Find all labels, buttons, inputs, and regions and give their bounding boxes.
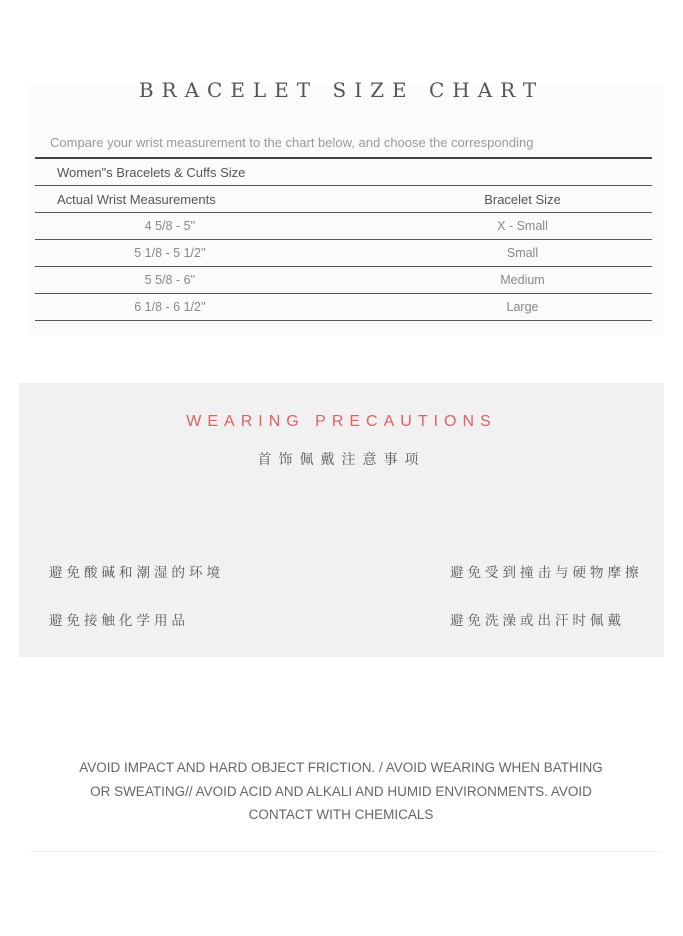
header-wrist: Actual Wrist Measurements — [57, 192, 216, 207]
table-row — [35, 240, 652, 267]
footer-line-2: OR SWEATING// AVOID ACID AND ALKALI AND HUMID ENVIRONMENTS. AVOID — [90, 783, 592, 799]
precaution-item: 避免受到撞击与硬物摩擦 — [450, 565, 643, 581]
precautions-title: WEARING PRECAUTIONS — [186, 413, 497, 430]
table-header-row — [35, 186, 652, 213]
size-table — [35, 157, 652, 321]
divider — [30, 851, 662, 852]
precaution-item: 避免接触化学用品 — [49, 613, 189, 629]
wrist-cell: 4 5/8 - 5'' — [144, 219, 196, 233]
wrist-cell: 5 5/8 - 6'' — [144, 273, 196, 287]
wrist-cell: 5 1/8 - 5 1/2'' — [134, 246, 206, 260]
precaution-item: 避免酸碱和潮湿的环境 — [49, 565, 224, 581]
footer-line-1: AVOID IMPACT AND HARD OBJECT FRICTION. / AVOID WEARING WHEN BATHING — [79, 760, 603, 775]
size-chart-intro: Compare your wrist measurement to the chart below, and choose the corresponding — [50, 135, 534, 150]
table-row — [35, 294, 652, 321]
table-row — [35, 267, 652, 294]
size-cell: Large — [506, 300, 539, 314]
size-chart-title: BRACELET SIZE CHART — [138, 78, 545, 102]
size-cell: Small — [506, 246, 539, 260]
precautions-subtitle: 首饰佩戴注意事项 — [257, 452, 426, 468]
wrist-cell: 6 1/8 - 6 1/2'' — [134, 300, 206, 314]
footer-line-3: CONTACT WITH CHEMICALS — [248, 807, 434, 822]
size-cell: Medium — [500, 273, 545, 287]
precaution-item: 避免洗澡或出汗时佩戴 — [450, 613, 625, 629]
section-label: Women"s Bracelets & Cuffs Size — [57, 165, 246, 180]
size-cell: X - Small — [497, 219, 548, 233]
table-section-row — [35, 157, 652, 186]
table-row — [35, 213, 652, 240]
footer-warning — [41, 756, 641, 827]
header-size: Bracelet Size — [484, 192, 561, 207]
